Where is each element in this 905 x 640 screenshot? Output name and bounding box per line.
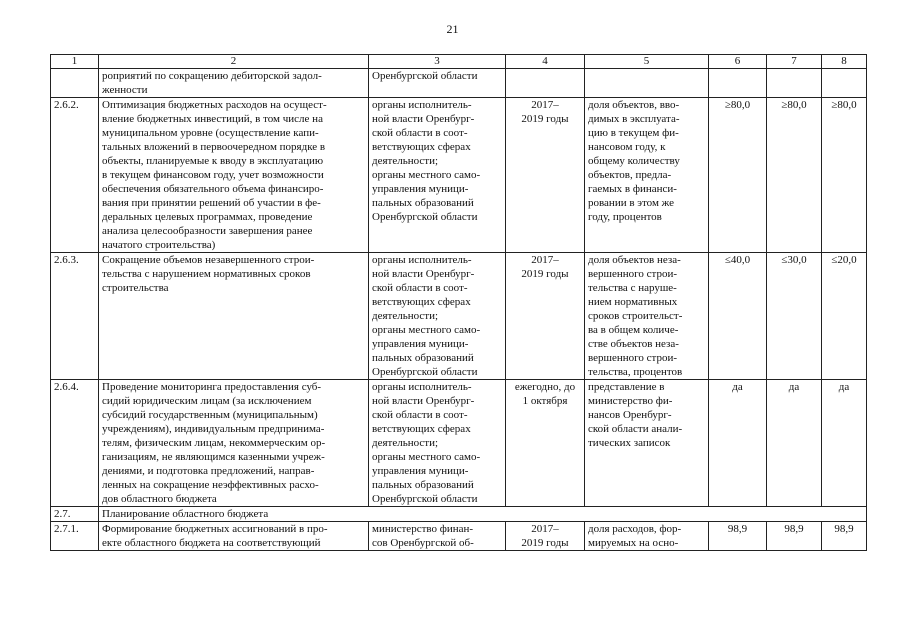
table-row bbox=[51, 98, 867, 253]
section-row bbox=[51, 507, 867, 522]
executor-text: органы исполнитель- ной власти Оренбург- ской области в соот- ветствующих сферах деятельности; органы местного само- управления муници- пальных образований Оренбургской области bbox=[369, 253, 506, 380]
section-title: Планирование областного бюджета bbox=[99, 507, 867, 522]
executor-text: Оренбургской области bbox=[369, 69, 506, 98]
indicator-text: представление в министерство фи- нансов Оренбург- ской области анали- тических записок bbox=[585, 380, 709, 507]
column-header: 4 bbox=[506, 55, 585, 69]
measure-text: Оптимизация бюджетных расходов на осущест- вление бюджетных инвестиций, в том числе на муниципальном уровне (осуществление капи- тальных вложений в первоочередном порядке в объекты, планируемые к вводу в эксплуатацию в текущем финансовом году, учет возможности обеспечения обязательного объема финансиро- вания при принятии решений об участии в фе- деральных целевых программах, проведение анализа целесообразности завершения ранее начатого строительства) bbox=[99, 98, 369, 253]
value-2017: 98,9 bbox=[709, 522, 767, 551]
value-2017: ≥80,0 bbox=[709, 98, 767, 253]
table-row bbox=[51, 253, 867, 380]
value-2018: да bbox=[767, 380, 822, 507]
term-text: 2017– 2019 годы bbox=[506, 98, 585, 253]
term-text: 2017– 2019 годы bbox=[506, 522, 585, 551]
value-2018 bbox=[767, 69, 822, 98]
table-row bbox=[51, 69, 867, 98]
executor-text: органы исполнитель- ной власти Оренбург- ской области в соот- ветствующих сферах деятельности; органы местного само- управления муници- пальных образований Оренбургской области bbox=[369, 380, 506, 507]
row-number: 2.6.2. bbox=[51, 98, 99, 253]
executor-text: министерство финан- сов Оренбургской об- bbox=[369, 522, 506, 551]
page-number: 21 bbox=[446, 22, 459, 36]
table-row bbox=[51, 522, 867, 551]
indicator-text bbox=[585, 69, 709, 98]
value-2017: да bbox=[709, 380, 767, 507]
row-number: 2.7.1. bbox=[51, 522, 99, 551]
value-2019: ≤20,0 bbox=[822, 253, 867, 380]
term-text: ежегодно, до 1 октября bbox=[506, 380, 585, 507]
column-header: 7 bbox=[767, 55, 822, 69]
table-row bbox=[51, 380, 867, 507]
column-header: 1 bbox=[51, 55, 99, 69]
measure-text: Формирование бюджетных ассигнований в про- екте областного бюджета на соответствующий bbox=[99, 522, 369, 551]
value-2017: ≤40,0 bbox=[709, 253, 767, 380]
value-2018: ≤30,0 bbox=[767, 253, 822, 380]
section-number: 2.7. bbox=[51, 507, 99, 522]
column-number-row bbox=[51, 55, 867, 69]
measures-table bbox=[50, 54, 867, 551]
executor-text: органы исполнитель- ной власти Оренбург- ской области в соот- ветствующих сферах деятельности; органы местного само- управления муници- пальных образований Оренбургской области bbox=[369, 98, 506, 253]
column-header: 6 bbox=[709, 55, 767, 69]
row-number bbox=[51, 69, 99, 98]
column-header: 2 bbox=[99, 55, 369, 69]
measure-text: Проведение мониторинга предоставления суб- сидий юридическим лицам (за исключением субсидий государственным (муниципальным) учреждениям), индивидуальным предпринима- телям, физическим лицам, некоммерческим ор- ганизациям, не являющимся казенными учреж- дениями, и подготовка предложений, направ- ленных на сокращение неэффективных расхо- дов областного бюджета bbox=[99, 380, 369, 507]
value-2019: 98,9 bbox=[822, 522, 867, 551]
value-2019: да bbox=[822, 380, 867, 507]
indicator-text: доля объектов неза- вершенного строи- тельства с наруше- нием нормативных сроков строительст- ва в общем количе- стве объектов неза- вершенного строи- тельства, процентов bbox=[585, 253, 709, 380]
indicator-text: доля расходов, фор- мируемых на осно- bbox=[585, 522, 709, 551]
column-header: 8 bbox=[822, 55, 867, 69]
measure-text: Сокращение объемов незавершенного строи- тельства с нарушением нормативных сроков строительства bbox=[99, 253, 369, 380]
column-header: 5 bbox=[585, 55, 709, 69]
row-number: 2.6.4. bbox=[51, 380, 99, 507]
term-text bbox=[506, 69, 585, 98]
value-2019 bbox=[822, 69, 867, 98]
value-2017 bbox=[709, 69, 767, 98]
value-2018: ≥80,0 bbox=[767, 98, 822, 253]
value-2019: ≥80,0 bbox=[822, 98, 867, 253]
term-text: 2017– 2019 годы bbox=[506, 253, 585, 380]
column-header: 3 bbox=[369, 55, 506, 69]
measure-text: роприятий по сокращению дебиторской задол- женности bbox=[99, 69, 369, 98]
indicator-text: доля объектов, вво- димых в эксплуата- цию в текущем фи- нансовом году, к общему количеству объектов, предла- гаемых в финанси- ровании в этом же году, процентов bbox=[585, 98, 709, 253]
value-2018: 98,9 bbox=[767, 522, 822, 551]
row-number: 2.6.3. bbox=[51, 253, 99, 380]
